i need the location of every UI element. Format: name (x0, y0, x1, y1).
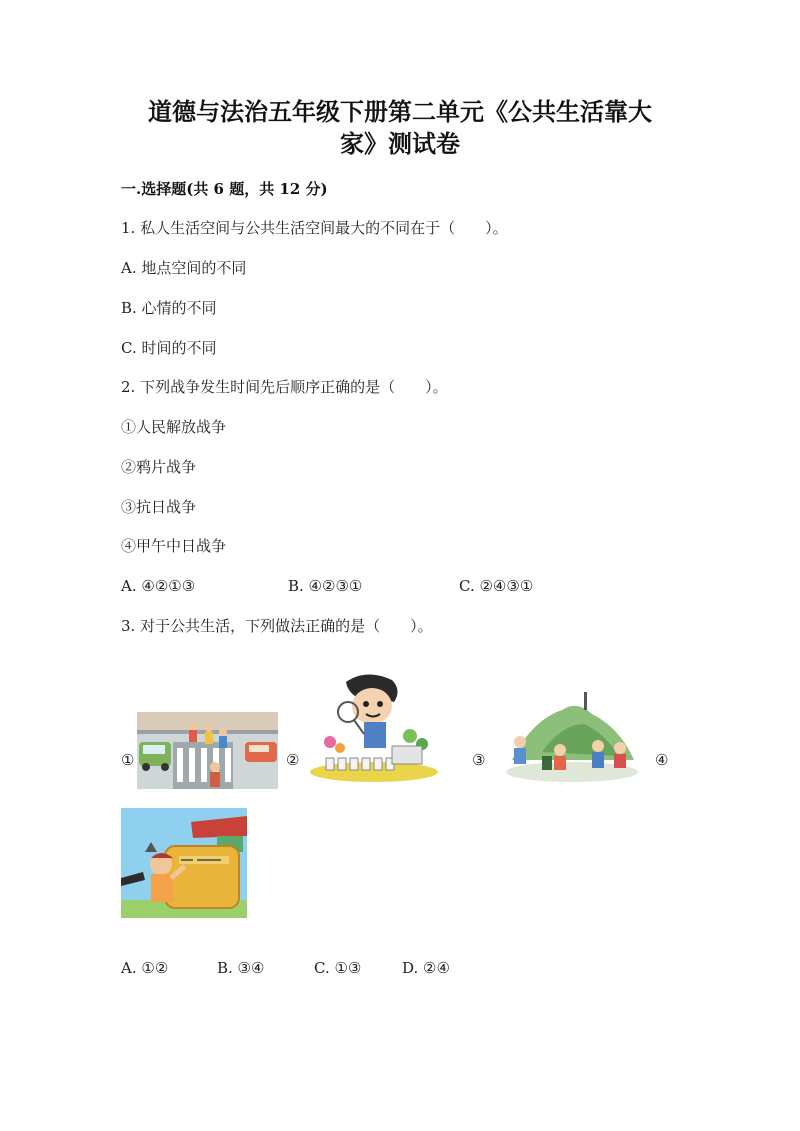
q3-stem: 3. 对于公共生活，下列做法正确的是（ ）。 (121, 617, 433, 635)
page-title-line-2: 家》测试卷 (340, 129, 460, 158)
graffiti-on-monument-illustration (121, 808, 247, 918)
q1-option-b: B. 心情的不同 (121, 299, 217, 317)
hill-cleanup-illustration (502, 690, 642, 786)
q2-item-4: ④甲午中日战争 (121, 537, 227, 555)
q2-item-1: ①人民解放战争 (121, 418, 227, 436)
q1-option-a: A. 地点空间的不同 (121, 259, 247, 277)
q3-option-b: B. ③④ (217, 959, 265, 977)
traffic-crossing-illustration (137, 712, 278, 789)
section-heading: 一.选择题(共 6 题，共 12 分) (121, 180, 328, 198)
q2-option-b: B. ④②③① (288, 577, 363, 595)
q2-stem: 2. 下列战争发生时间先后顺序正确的是（ ）。 (121, 378, 448, 396)
q1-option-c: C. 时间的不同 (121, 339, 217, 357)
q3-option-d: D. ②④ (402, 959, 450, 977)
q2-option-a: A. ④②①③ (121, 577, 196, 595)
q2-option-c: C. ②④③① (459, 577, 534, 595)
q2-item-3: ③抗日战争 (121, 498, 197, 516)
q1-stem: 1. 私人生活空间与公共生活空间最大的不同在于（ ）。 (121, 219, 508, 237)
q2-item-2: ②鸦片战争 (121, 458, 197, 476)
q3-option-c: C. ①③ (314, 959, 362, 977)
page-title-line-1: 道德与法治五年级下册第二单元《公共生活靠大 (148, 97, 652, 126)
q3-pic-label-3: ③ (472, 751, 486, 769)
q3-pic-label-2: ② (286, 751, 300, 769)
q3-pic-label-1: ① (121, 751, 135, 769)
boy-with-net-flowers-illustration (306, 672, 442, 784)
q3-pic-label-4: ④ (655, 751, 669, 769)
q3-option-a: A. ①② (121, 959, 169, 977)
